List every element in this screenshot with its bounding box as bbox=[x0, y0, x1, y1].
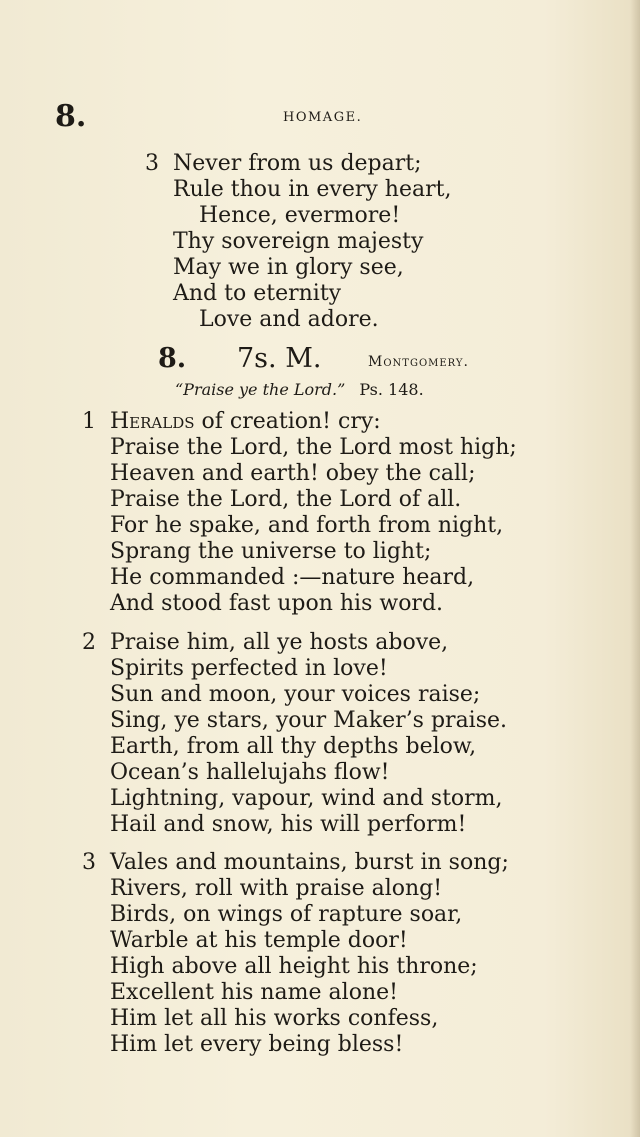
first-word: Heralds bbox=[110, 409, 195, 434]
verse-line: Praise him, all ye hosts above, bbox=[110, 630, 449, 655]
verse-line: May we in glory see, bbox=[173, 255, 404, 280]
hymn-number: 8. bbox=[158, 343, 187, 374]
verse-line: Hence, evermore! bbox=[199, 203, 401, 228]
verse-line: Hail and snow, his will perform! bbox=[110, 812, 467, 837]
verse-line: Never from us depart; bbox=[173, 151, 422, 176]
verse-line: Sprang the universe to light; bbox=[110, 539, 432, 564]
verse-line: And stood fast upon his word. bbox=[110, 591, 444, 616]
verse-line: Ocean’s hallelujahs flow! bbox=[110, 760, 390, 785]
verse-line: Thy sovereign majesty bbox=[173, 229, 424, 254]
verse-line: He commanded :—nature heard, bbox=[110, 565, 475, 590]
verse-line: Vales and mountains, burst in song; bbox=[110, 850, 509, 875]
verse-line: Lightning, vapour, wind and storm, bbox=[110, 786, 503, 811]
page-header bbox=[0, 100, 640, 140]
running-title: HOMAGE. bbox=[283, 110, 363, 125]
verse-line: Rule thou in every heart, bbox=[173, 177, 452, 202]
page-number: 8. bbox=[55, 99, 87, 134]
stanza-number: 1 bbox=[82, 409, 96, 434]
verse-line: And to eternity bbox=[173, 281, 342, 306]
verse-line: Warble at his temple door! bbox=[110, 928, 408, 953]
verse-line: Birds, on wings of rapture soar, bbox=[110, 902, 463, 927]
stanza-number: 2 bbox=[82, 630, 96, 655]
stanza-number: 3 bbox=[82, 850, 96, 875]
first-line-rest: of creation! cry: bbox=[194, 409, 381, 434]
hymn-author: Montgomery. bbox=[368, 354, 469, 370]
epigraph-reference: Ps. 148. bbox=[359, 380, 424, 399]
verse-line: Earth, from all thy depths below, bbox=[110, 734, 477, 759]
verse-line: Praise the Lord, the Lord of all. bbox=[110, 487, 462, 512]
hymn-heading bbox=[0, 343, 640, 377]
verse-line: For he spake, and forth from night, bbox=[110, 513, 504, 538]
hymn-epigraph bbox=[175, 379, 424, 401]
hymn-meter: 7s. M. bbox=[237, 343, 322, 374]
stanza-number: 3 bbox=[145, 151, 159, 176]
verse-line: Love and adore. bbox=[199, 307, 379, 332]
epigraph-quote: “Praise ye the Lord.” bbox=[175, 380, 346, 399]
verse-line: Him let all his works confess, bbox=[110, 1006, 439, 1031]
verse-line: Praise the Lord, the Lord most high; bbox=[110, 435, 517, 460]
verse-line: Excellent his name alone! bbox=[110, 980, 398, 1005]
verse-line: Heaven and earth! obey the call; bbox=[110, 461, 476, 486]
page-spine-shadow bbox=[630, 0, 640, 1137]
verse-line: Spirits perfected in love! bbox=[110, 656, 388, 681]
verse-line: Rivers, roll with praise along! bbox=[110, 876, 443, 901]
verse-line: Sun and moon, your voices raise; bbox=[110, 682, 481, 707]
verse-line: Him let every being bless! bbox=[110, 1032, 404, 1057]
verse-line: High above all height his throne; bbox=[110, 954, 478, 979]
verse-line: Sing, ye stars, your Maker’s praise. bbox=[110, 708, 508, 733]
verse-line bbox=[110, 409, 381, 435]
